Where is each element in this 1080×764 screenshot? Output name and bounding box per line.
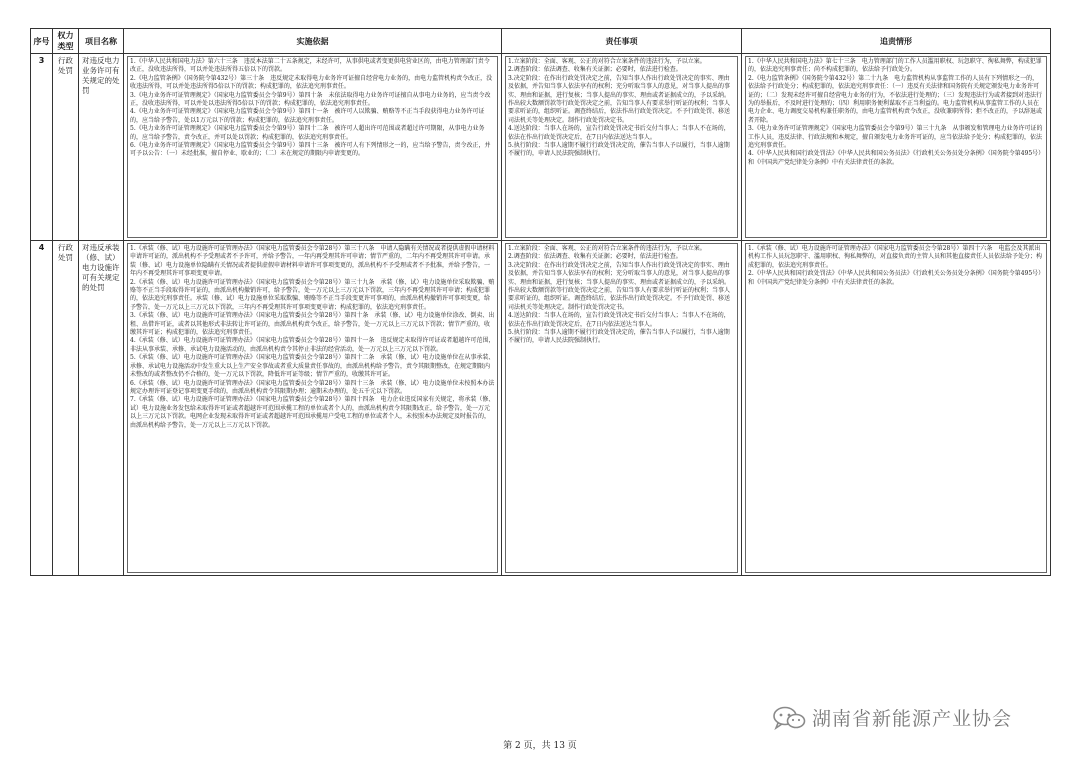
table-row (31, 54, 1051, 241)
row-basis-cell (124, 54, 502, 241)
header-basis: 实施依据 (124, 29, 502, 54)
row-type: 行政处罚 (53, 241, 79, 576)
header-accountability: 追责情形 (742, 29, 1051, 54)
watermark (772, 704, 1012, 731)
row-name: 对违反电力业务许可有关规定的处罚 (79, 54, 124, 241)
row-type: 行政处罚 (53, 54, 79, 241)
page-footer: 第 2 页，共 13 页 (503, 741, 577, 751)
row-duty-cell (502, 54, 742, 241)
row-name: 对违反承装（修、试）电力设施许可有关规定的处罚 (79, 241, 124, 576)
watermark-text: 湖南省新能源产业协会 (812, 708, 1013, 730)
row-accountability: 1.《承装（修、试）电力设施许可证管理办法》（国家电力监管委员会令第28号）第四十六条 电监会及其派出机构工作人员玩忽职守、滥用职权、徇私舞弊的，对直接负责的主管人员和其他直接责任人员依法给予处分；构成犯罪的，依法追究刑事责任。 2.《中华人民共和国行政处罚法》《中华人民共和国公务员法》《行政机关公务员处分条例》（国务院令第495号）和《中国共产党纪律处分条例》中有关法律责任的条款。 (748, 245, 1043, 286)
table-row (31, 241, 1051, 576)
header-duty: 责任事项 (502, 29, 742, 54)
header-name: 项目名称 (79, 29, 124, 54)
row-accountability-cell (742, 54, 1051, 241)
row-seq: 3 (31, 54, 53, 241)
row-basis: 1.《中华人民共和国电力法》第六十三条 违反本法第二十五条规定，未经许可，从事供电或者变更供电营业区的，由电力管理部门责令改正，没收违法所得，可以并处违法所得五倍以下的罚款。 2.《电力监管条例》（国务院令第432号）第三十条 违反规定未取得电力业务许可证擅自经营电力业务的，由电力监管机构责令改正，没收违法所得，可以并处违法所得5倍以下的罚款；构成犯罪的，依法追究刑事责任。 3.《电力业务许可证管理规定》（国家电力监管委员会令第9号）第四十条 未依法取得电力业务许可证擅自从事电力业务的，应当责令改正，没收违法所得，可以并处以违法所得5倍以下的罚款；构成犯罪的，依法追究刑事责任。 4.《电力业务许可证管理规定》（国家电力监管委员会令第9号）第四十一条 被许可人以欺骗、贿赂等不正当手段获得电力业务许可证的，应当给予警告，处以1万元以下的罚款；构成犯罪的，依法追究刑事责任。 5.《电力业务许可证管理规定》（国家电力监管委员会令第9号）第四十二条 被许可人超出许可范围或者超过许可期限，从事电力业务的，应当给予警告，责令改正，并可以处以罚款；构成犯罪的，依法追究刑事责任。 6.《电力业务许可证管理规定》（国家电力监管委员会令第9号）第四十三条 被许可人有下列情形之一的，应当给予警告，责令改正，并可予以公告：（一）未经批准，擅自停业、歇业的；（二）未在规定的期限内申请变更的。 (130, 58, 493, 158)
row-accountability: 1.《中华人民共和国电力法》第七十三条 电力管理部门的工作人员滥用职权、玩忽职守、徇私舞弊，构成犯罪的，依法追究刑事责任；尚不构成犯罪的，依法给予行政处分。 2.《电力监管条例》（国务院令第432号）第二十九条 电力监管机构从事监管工作的人员有下列情形之一的，依法给予行政处分；构成犯罪的，依法追究刑事责任：（一）违反有关法律和国务院有关规定颁发电力业务许可证的；（二）发现未经许可擅自经营电力业务的行为，不依法进行处理的；（三）发现违法行为或者接到对违法行为的举报后，不及时进行处理的；（四）利用职务便利谋取不正当利益的。电力监管机构从事监管工作的人员在电力企业、电力调度交易机构兼任职务的，由电力监管机构责令改正，没收兼职所得；拒不改正的，予以辞退或者开除。 3.《电力业务许可证管理规定》（国家电力监管委员会令第9号）第三十九条 从事颁发和管理电力业务许可证的工作人员，违反法律、行政法规和本规定，擅自颁发电力业务许可证的，应当依法给予处分；构成犯罪的，依法追究刑事责任。 4.《中华人民共和国行政处罚法》《中华人民共和国公务员法》《行政机关公务员处分条例》（国务院令第495号）和《中国共产党纪律处分条例》中有关法律责任的条款。 (748, 58, 1043, 166)
row-duty: 1.立案阶段：全面、客观、公正的对符合立案条件的违法行为，予以立案。 2.调查阶段：依法调查、收集有关证据；必要时，依法进行检查。 3.决定阶段：在作出行政处罚决定之前，告知当事人作出行政处罚决定的事实、理由及依据，并告知当事人依法享有的权利；充分听取当事人的意见，对当事人提出的事实、理由和证据，进行复核；当事人提出的事实、理由或者证据成立的，予以采纳。作出较大数额罚款等行政处罚决定之前，告知当事人有要求举行听证的权利；当事人要求听证的，组织听证。调查终结后，依法作出行政处罚决定。不予行政处罚、移送司法机关等处理决定。制作行政处罚决定书。 4.送达阶段：当事人在场的，宣告行政处罚决定书后交付当事人；当事人不在场的，依法在作出行政处罚决定后，在7日内依法送达当事人。 5.执行阶段：当事人逾期不履行行政处罚决定的，催告当事人予以履行，当事人逾期不履行的，申请人民法院强制执行。 (508, 58, 731, 158)
wechat-icon (772, 706, 806, 730)
row-basis: 1.《承装（修、试）电力设施许可证管理办法》（国家电力监管委员会令第28号）第三十八条 申请人隐瞒有关情况或者提供虚假申请材料申请许可证的，派出机构不予受理或者不予许可，并给予警告，一年内再受理其许可申请；情节严重的，二年内不再受理其许可申请。承装（修、试）电力设施单位隐瞒有关情况或者提供虚假申请材料申请许可事项变更的，派出机构不予受理或者不予批准，并给予警告，一年内不再受理其许可事项变更申请。 2.《承装（修、试）电力设施许可证管理办法》（国家电力监管委员会令第28号）第三十九条 承装（修、试）电力设施单位采取欺骗、贿赂等不正当手段取得许可证的，由派出机构撤销许可，给予警告，处一万元以上三万元以下罚款，三年内不再受理其许可申请；构成犯罪的，依法追究刑事责任。承装（修、试）电力设施单位采取欺骗、贿赂等不正当手段变更许可事项的，由派出机构撤销许可事项变更，给予警告，处一万元以上三万元以下罚款，三年内不再受理其许可事项变更申请；构成犯罪的，依法追究刑事责任。 3.《承装（修、试）电力设施许可证管理办法》（国家电力监管委员会令第28号）第四十条 承装（修、试）电力设施单位涂改、倒卖、出租、出借许可证，或者以其他形式非法转让许可证的，由派出机构责令改正，给予警告，处一万元以上三万元以下罚款；情节严重的，收缴其许可证；构成犯罪的，依法追究刑事责任。 4.《承装（修、试）电力设施许可证管理办法》（国家电力监管委员会令第28号）第四十一条 违反规定未取得许可证或者超越许可范围，非法从事承装、承修、承试电力设施活动的，由派出机构责令其停止非法的经营活动，处一万元以上三万元以下罚款。 5.《承装（修、试）电力设施许可证管理办法》（国家电力监管委员会令第28号）第四十二条 承装（修、试）电力设施单位在从事承装、承修、承试电力设施活动中发生重大以上生产安全事故或者重大质量责任事故的，由派出机构给予警告，责令其限期整改，在规定期限内未整改的或者整改仍不合格的，处一万元以下罚款，降低许可证等级；情节严重的，收缴其许可证。 6.《承装（修、试）电力设施许可证管理办法》（国家电力监管委员会令第28号）第四十三条 承装（修、试）电力设施单位未按照本办法规定办理许可证登记事项变更手续的，由派出机构责令其限期办理；逾期未办理的，处五千元以下罚款。 7.《承装（修、试）电力设施许可证管理办法》（国家电力监管委员会令第28号）第四十四条 电力企业违反国家有关规定，将承装（修、试）电力设施业务发包给未取得许可证或者超越许可范围承揽工程的单位或者个人的，由派出机构责令其限期改正，给予警告，处一万元以上三万元以下罚款。电网企业发现未取得许可证或者超越许可范围承揽用户受电工程的单位或者个人，未按照本办法规定及时报告的，由派出机构给予警告，处一万元以上三万元以下罚款。 (130, 245, 495, 429)
row-duty: 1.立案阶段：全面、客观、公正的对符合立案条件的违法行为，予以立案。 2.调查阶段：依法调查、收集有关证据；必要时，依法进行检查。 3.决定阶段：在作出行政处罚决定之前，告知当事人作出行政处罚决定的事实、理由及依据，并告知当事人依法享有的权利；充分听取当事人的意见，对当事人提出的事实、理由和证据，进行复核；当事人提出的事实、理由或者证据成立的，予以采纳。作出较大数额罚款等行政处罚决定之前，告知当事人有要求举行听证的权利；当事人要求听证的，组织听证。调查终结后，依法作出行政处罚决定。不予行政处罚、移送司法机关等处理决定。制作行政处罚决定书。 4.送达阶段：当事人在场的，宣告行政处罚决定书后交付当事人；当事人不在场的，依法在作出行政处罚决定后，在7日内依法送达当事人。 5.执行阶段：当事人逾期不履行行政处罚决定的，催告当事人予以履行，当事人逾期不履行的，申请人民法院强制执行。 (508, 245, 731, 345)
table-header-row (31, 29, 1051, 54)
header-seq: 序号 (31, 29, 53, 54)
power-list-table (30, 28, 1051, 576)
row-seq: 4 (31, 241, 53, 576)
header-type: 权力类型 (53, 29, 79, 54)
row-accountability-cell (742, 241, 1051, 576)
row-basis-cell (124, 241, 502, 576)
row-duty-cell (502, 241, 742, 576)
